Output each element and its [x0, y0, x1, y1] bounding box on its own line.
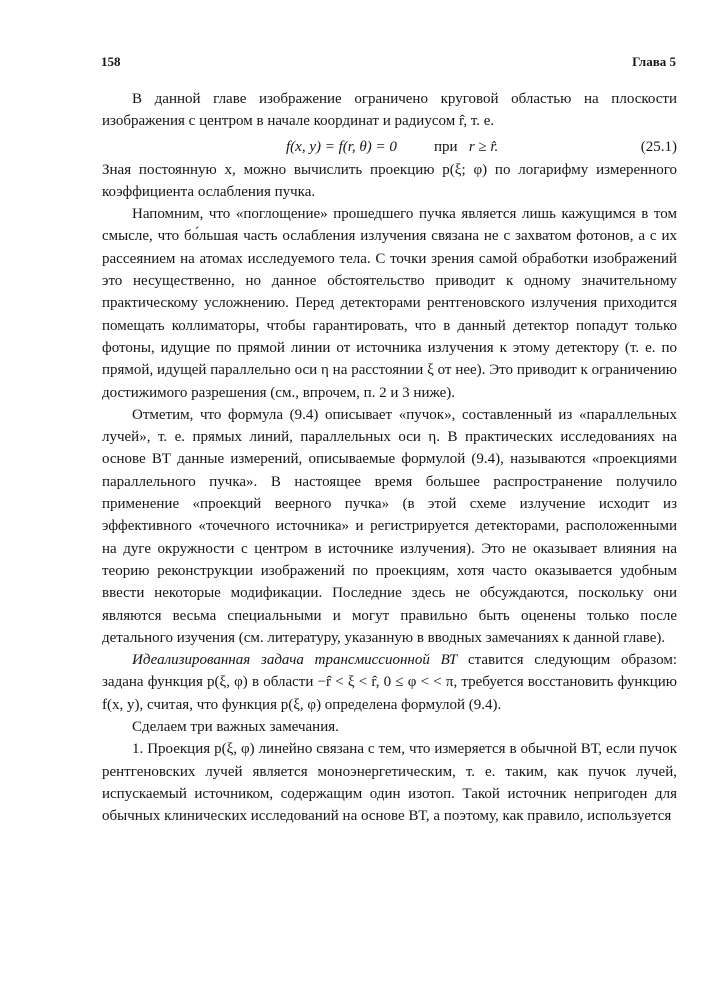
- paragraph-parallel-beam: Отметим, что формула (9.4) описывает «пучок», составленный из «параллельных лучей», т. е. прямых линий, параллельных оси η. В практических исследованиях на основе ВТ данные измерений, описываемые формулой (9.4), называются «проекциями параллельного пучка». В настоящее время большее распространение получило применение «проекций веерного пучка» (в этой схеме излучение исходит из эффективного «точечного источника» и регистрируется детекторами, расположенными на дуге окружности с центром в источнике излучения). Это не оказывает влияния на теорию реконструкции изображений по проекциям, хотя часто оказывается удобным ввести некоторые модификации. Последние здесь не обсуждаются, поскольку они являются весьма специальными и могут правильно быть оценены только после детального изучения (см. литературу, указанную в вводных замечаниях к данной главе).: [102, 406, 677, 646]
- equation-number: (25.1): [640, 138, 677, 155]
- page-body: [102, 88, 677, 828]
- equation-condition: [434, 135, 498, 159]
- equation-condition-expr: r ≥ r̂.: [468, 138, 499, 155]
- paragraph-ideal-problem: [102, 649, 677, 716]
- ideal-problem-text: ставится следующим образом: задана функция p(ξ, φ) в области −r̂ < ξ < r̂, 0 ≤ φ < < π, требуется восстановить функцию f(x, y), считая, что функция p(ξ, φ) определена формулой (9.4).: [102, 652, 677, 713]
- paragraph-projection: Зная постоянную x, можно вычислить проекцию p(ξ; φ) по логарифму измеренного коэффициента ослабления пучка.: [102, 161, 677, 200]
- page-number: 158: [101, 54, 121, 69]
- paragraph-remark-1: 1. Проекция p(ξ, φ) линейно связана с тем, что измеряется в обычной ВТ, если пучок рентгеновских лучей является моноэнергетическим, т. е. таким, как пучок лучей, испускаемый источником, содержащим один изотоп. Такой источник непригоден для обычных клинических исследований на основе ВТ, а поэтому, как правило, используется: [102, 741, 677, 825]
- equation-formula: f(x, y) = f(r, θ) = 0: [286, 138, 397, 155]
- equation-condition-word: при: [434, 138, 458, 155]
- equation-25-1: [102, 135, 677, 159]
- ideal-problem-emphasis: Идеализированная задача трансмиссионной ВТ: [132, 652, 458, 669]
- chapter-title: Глава 5: [632, 54, 676, 69]
- paragraph-remarks-intro: Сделаем три важных замечания.: [132, 719, 339, 736]
- paragraph-intro: В данной главе изображение ограничено круговой областью на плоскости изображения с центром в начале координат и радиусом r̂, т. е.: [102, 91, 677, 130]
- paragraph-absorption: Напомним, что «поглощение» прошедшего пучка является лишь кажущимся в том смысле, что бо́льшая часть ослабления излучения связана не с захватом фотонов, а с их рассеянием на атомах исследуемого тела. С точки зрения самой обработки изображений это несущественно, но данное обстоятельство приводит к одному значительному практическому усложнению. Перед детекторами рентгеновского излучения приходится помещать коллиматоры, чтобы гарантировать, что в данный детектор попадут только фотоны, идущие по прямой линии от источника излучения к этому детектору (т. е. по прямой, идущей параллельно оси η на расстоянии ξ от нее). Это приводит к ограничению достижимого разрешения (см., впрочем, п. 2 и 3 ниже).: [102, 206, 677, 401]
